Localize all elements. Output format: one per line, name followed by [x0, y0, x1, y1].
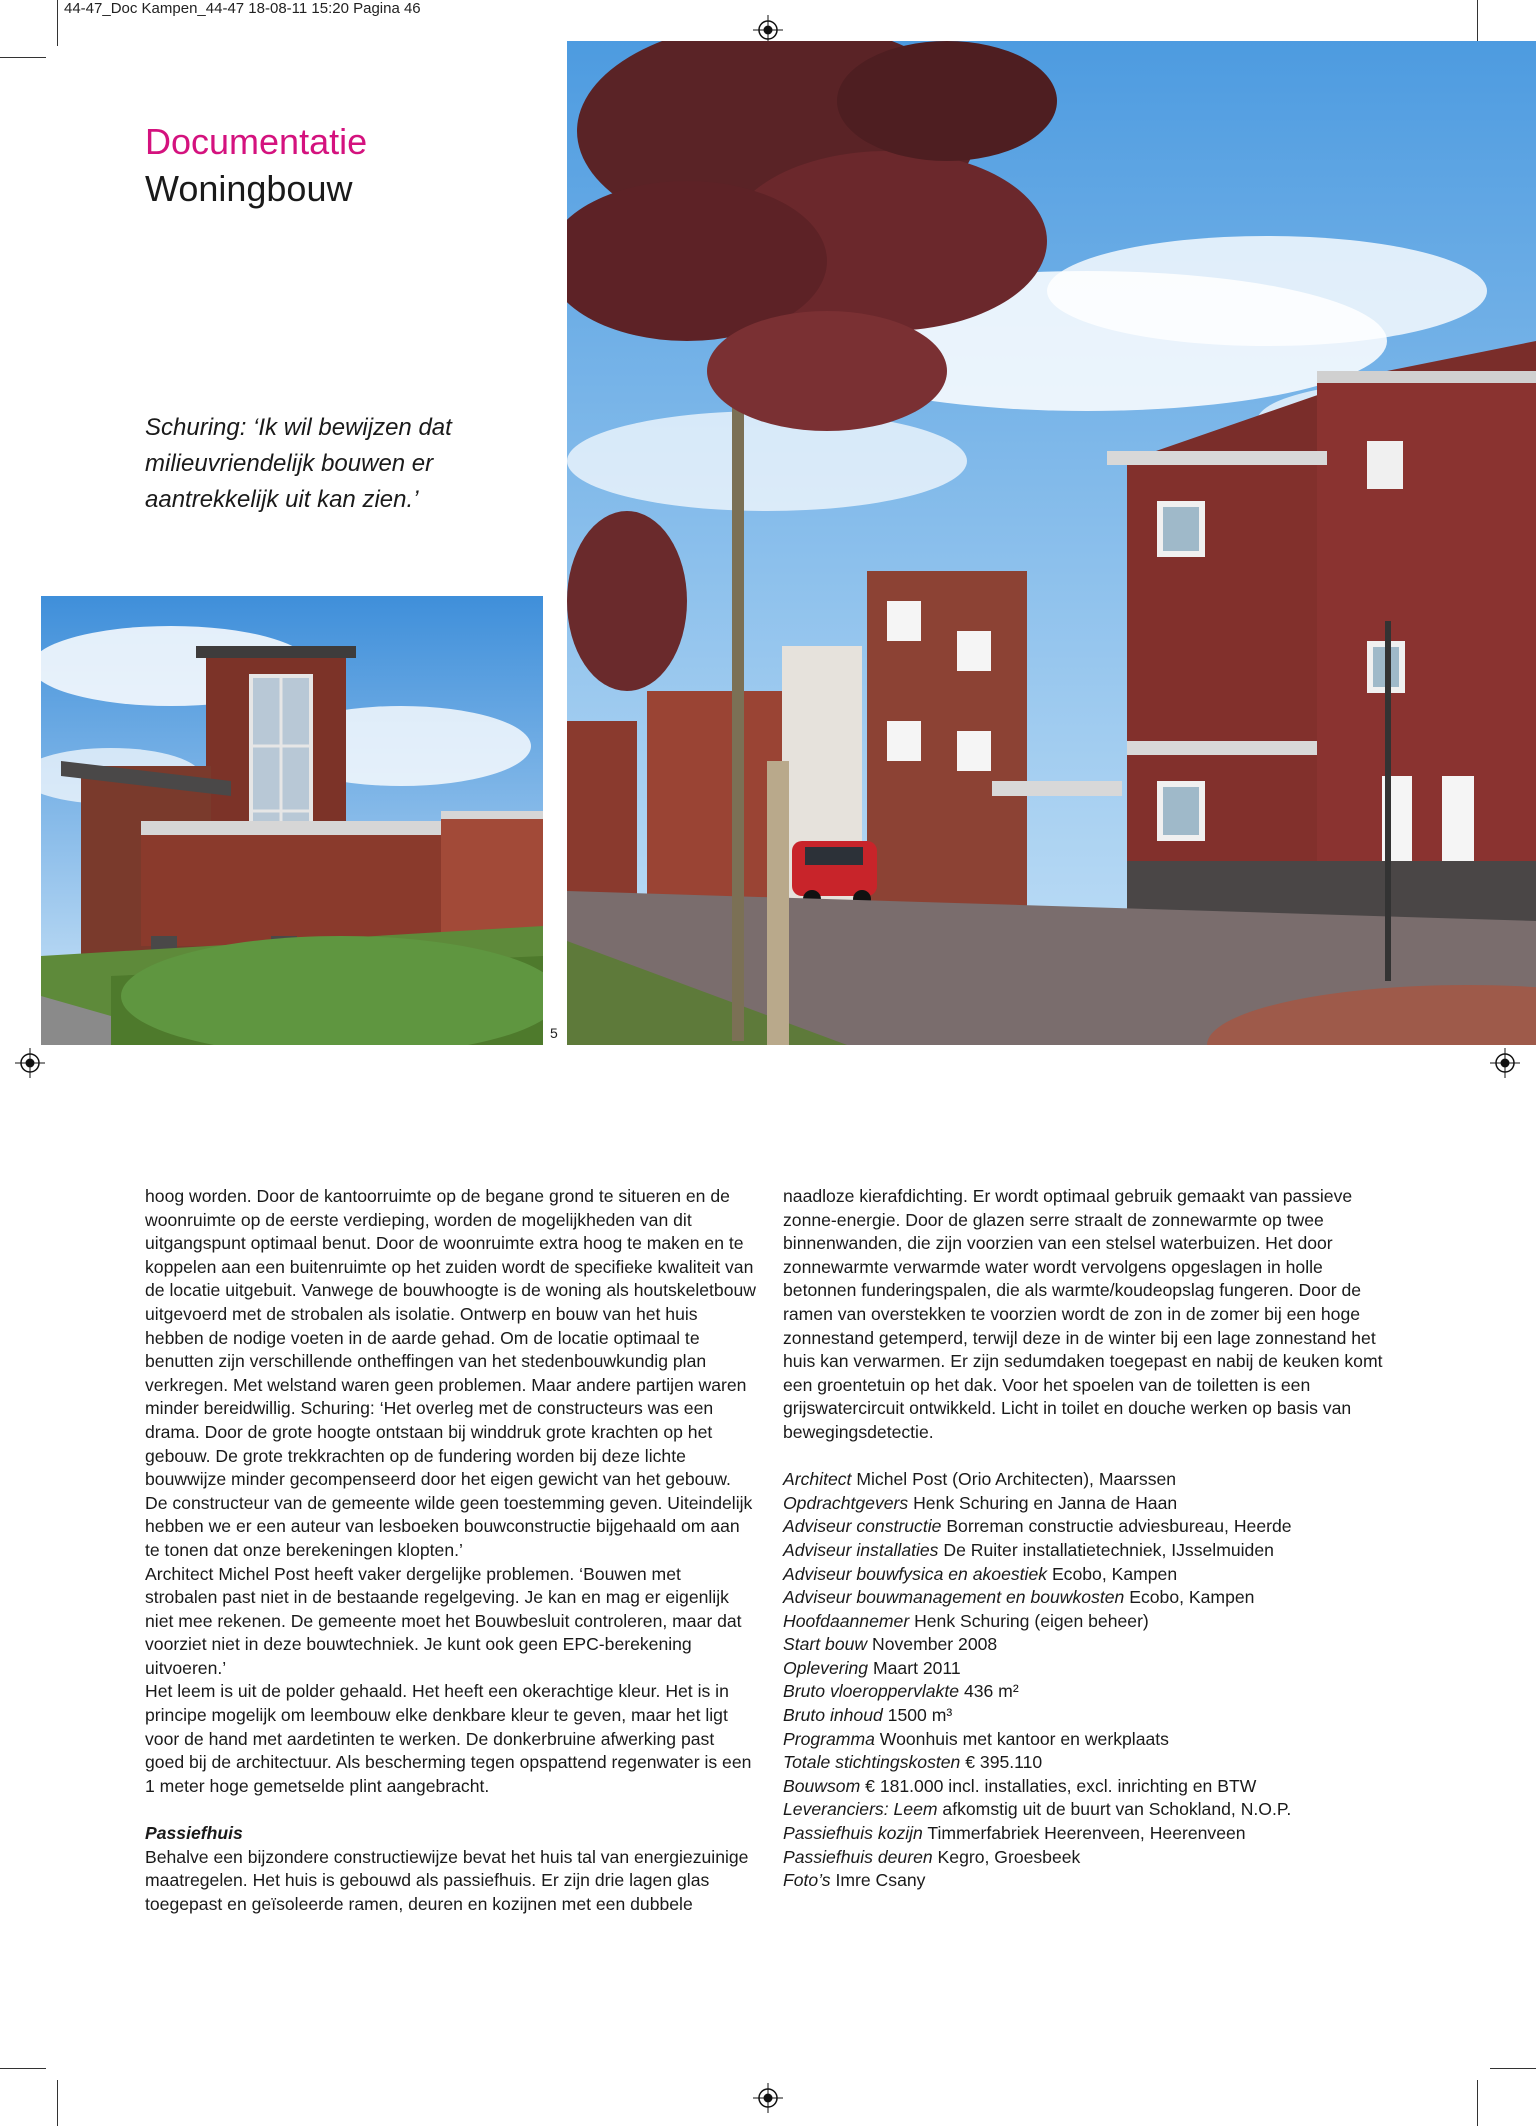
credit-label: Opdrachtgevers: [783, 1492, 909, 1513]
credit-line: [783, 1728, 1395, 1752]
print-slug: 44-47_Doc Kampen_44-47 18-08-11 15:20 Pagina 46: [64, 0, 421, 17]
credit-line: [783, 1492, 1395, 1516]
credit-value: November 2008: [872, 1634, 998, 1655]
credit-label: Bouwsom: [783, 1775, 861, 1796]
credit-line: [783, 1704, 1395, 1728]
credit-value: Woonhuis met kantoor en werkplaats: [879, 1728, 1169, 1749]
credit-line: [783, 1798, 1395, 1822]
body-paragraph: hoog worden. Door de kantoorruimte op de begane grond te situeren en de woonruimte op de eerste verdieping, worden de mogelijkheden van dit uitgangspunt optimaal benut. Door de woonruimte extra hoog te maken en te koppelen aan een buitenruimte op het zuiden wordt de specifieke kwaliteit van de locatie uitgebuit. Vanwege de bouwhoogte is de woning als houtskeletbouw uitgevoerd met de strobalen als isolatie. Ontwerp en bouw van het huis hebben de nodige voeten in de aarde gehad. Om de locatie optimaal te benutten zijn verschillende ontheffingen van het stedenbouwkundig plan verkregen. Met welstand waren geen problemen. Maar andere partijen waren minder bereidwillig. Schuring: ‘Het overleg met de constructeurs was een drama. Door de grote hoogte ontstaan bij winddruk grote krachten op het gebouw. De grote trekkrachten op de fundering worden bij deze lichte bouwwijze minder gecompenseerd door het eigen gewicht van het gebouw. De constructeur van de gemeente wilde geen toestemming geven. Uiteindelijk hebben we er een auteur van lesboeken bouwconstructie bijgehaald om aan te tonen dat onze berekeningen klopten.’: [145, 1186, 756, 1560]
credit-line: [783, 1822, 1395, 1846]
credit-line: [783, 1869, 1395, 1893]
credit-label: Hoofdaannemer: [783, 1610, 910, 1631]
left-column: [145, 1185, 757, 1916]
crop-mark: [57, 0, 58, 46]
credit-label: Adviseur installaties: [783, 1539, 939, 1560]
credit-value: Ecobo, Kampen: [1051, 1563, 1178, 1584]
credit-value: Henk Schuring (eigen beheer): [914, 1610, 1149, 1631]
credit-value: Michel Post (Orio Architecten), Maarssen: [856, 1469, 1177, 1490]
credit-value: Kegro, Groesbeek: [937, 1846, 1081, 1867]
crop-mark: [0, 57, 46, 58]
crop-mark: [0, 2068, 46, 2069]
credit-label: Totale stichtingskosten: [783, 1752, 961, 1773]
credit-value: € 181.000 incl. installaties, excl. inrichting en BTW: [865, 1775, 1257, 1796]
section-title: Documentatie: [145, 121, 368, 162]
credit-value: 1500 m³: [887, 1705, 953, 1726]
crop-mark: [1477, 0, 1478, 46]
credit-value: Borreman constructie adviesbureau, Heerde: [946, 1516, 1292, 1537]
credit-line: [783, 1586, 1395, 1610]
credits-list: [783, 1468, 1395, 1893]
section-subtitle: Woningbouw: [145, 168, 353, 209]
registration-mark-icon: [1490, 1048, 1520, 1078]
street-photo: [567, 41, 1536, 1045]
credit-label: Bruto inhoud: [783, 1705, 883, 1726]
credit-label: Oplevering: [783, 1657, 869, 1678]
registration-mark-icon: [753, 2083, 783, 2113]
registration-mark-icon: [15, 1048, 45, 1078]
credit-value: De Ruiter installatietechniek, IJsselmuiden: [943, 1539, 1274, 1560]
credit-line: [783, 1846, 1395, 1870]
credit-value: 436 m²: [963, 1681, 1019, 1702]
credit-line: [783, 1610, 1395, 1634]
credit-line: [783, 1657, 1395, 1681]
credit-line: [783, 1633, 1395, 1657]
right-column: [783, 1185, 1395, 1893]
credit-value: Ecobo, Kampen: [1129, 1587, 1255, 1608]
credit-line: [783, 1468, 1395, 1492]
credit-value: afkomstig uit de buurt van Schokland, N.O.P.: [942, 1799, 1292, 1820]
credit-line: [783, 1680, 1395, 1704]
credit-label: Adviseur constructie: [783, 1516, 942, 1537]
body-paragraph: naadloze kierafdichting. Er wordt optimaal gebruik gemaakt van passieve zonne-energie. Door de glazen serre straalt de zonnewarmte op twee binnenwanden, die zijn voorzien van een stelsel waterbuizen. Het door zonnewarmte verwarmde water wordt vervolgens opgeslagen in holle betonnen funderingspalen, die als warmte/koudeopslag fungeren. Door de ramen van overstekken te voorzien wordt de zon in de zomer bij een hoge zonnestand getemperd, terwijl deze in de winter bij een lage zonnestand het huis kan verwarmen. Er zijn sedumdaken toegepast en nabij de keuken komt een groentetuin op het dak. Voor het spoelen van de toiletten is een grijswatercircuit ontwikkeld. Licht in toilet en douche werken op basis van bewegingsdetectie.: [783, 1186, 1383, 1442]
credit-label: Adviseur bouwmanagement en bouwkosten: [783, 1587, 1125, 1608]
subheading: Passiefhuis: [145, 1823, 243, 1844]
body-paragraph: Behalve een bijzondere constructiewijze bevat het huis tal van energiezuinige maatregelen. Het huis is gebouwd als passiefhuis. Er zijn drie lagen glas toegepast en geïsoleerde ramen, deuren en kozijnen met een dubbele: [145, 1846, 749, 1914]
credit-line: [783, 1775, 1395, 1799]
crop-mark: [1490, 2068, 1536, 2069]
credit-line: [783, 1539, 1395, 1563]
credit-label: Passiefhuis deuren: [783, 1846, 933, 1867]
photo-number: 5: [550, 1025, 558, 1041]
crop-mark: [1477, 2080, 1478, 2126]
body-paragraph: Het leem is uit de polder gehaald. Het heeft een okerachtige kleur. Het is in principe mogelijk om leembouw elke denkbare kleur te geven, maar het ligt voor de hand met aardetinten te werken. De donkerbruine afwerking past goed bij de architectuur. Als bescherming tegen opspattend regenwater is een 1 meter hoge gemetselde plint aangebracht.: [145, 1681, 752, 1796]
pull-quote: Schuring: ‘Ik wil bewijzen dat milieuvriendelijk bouwen er aantrekkelijk uit kan zien.’: [145, 414, 452, 513]
credit-value: Imre Csany: [835, 1870, 926, 1891]
credit-label: Adviseur bouwfysica en akoestiek: [783, 1563, 1048, 1584]
credit-label: Foto’s: [783, 1870, 831, 1891]
credit-label: Start bouw: [783, 1634, 868, 1655]
credit-label: Programma: [783, 1728, 875, 1749]
credit-label: Architect: [783, 1469, 852, 1490]
paragraph-gap: [145, 1798, 757, 1822]
house-photo: [41, 596, 543, 1045]
credit-value: Henk Schuring en Janna de Haan: [913, 1492, 1178, 1513]
credit-label: Leveranciers: Leem: [783, 1799, 938, 1820]
paragraph-gap: [783, 1445, 1395, 1469]
credit-line: [783, 1751, 1395, 1775]
credit-label: Passiefhuis kozijn: [783, 1823, 923, 1844]
credit-label: Bruto vloeroppervlakte: [783, 1681, 960, 1702]
credit-value: Timmerfabriek Heerenveen, Heerenveen: [927, 1823, 1246, 1844]
credit-line: [783, 1515, 1395, 1539]
crop-mark: [57, 2080, 58, 2126]
credit-value: Maart 2011: [872, 1657, 961, 1678]
body-paragraph: Architect Michel Post heeft vaker dergelijke problemen. ‘Bouwen met strobalen past niet in de bestaande regelgeving. Je kan en mag er eigenlijk niet mee rekenen. De gemeente moet het Bouwbesluit controleren, maar dat voorziet niet in deze bouwtechniek. Je kunt ook geen EPC-berekening uitvoeren.’: [145, 1563, 742, 1678]
credit-line: [783, 1563, 1395, 1587]
credit-value: € 395.110: [965, 1752, 1043, 1773]
